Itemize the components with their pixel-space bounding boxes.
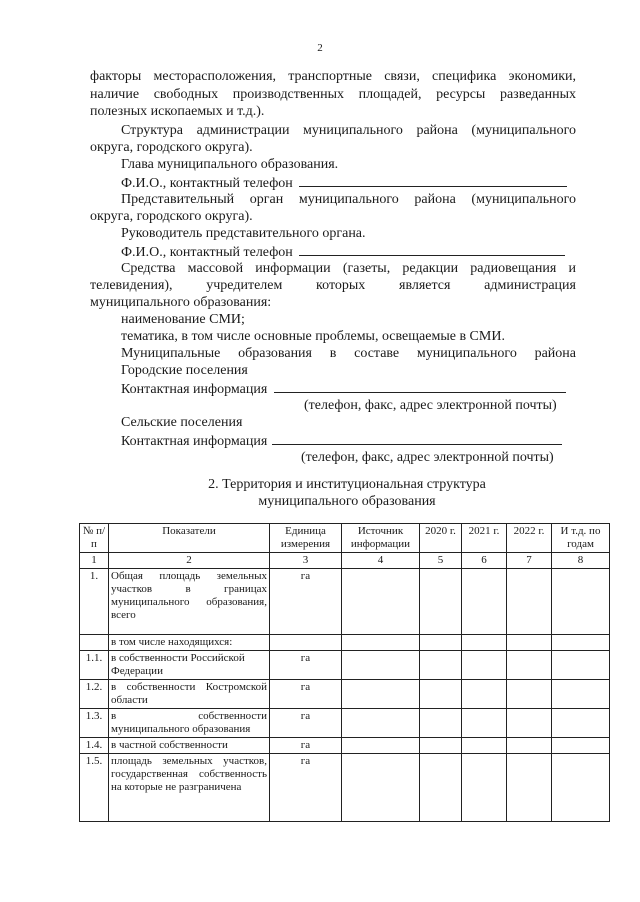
table-header-row — [80, 524, 610, 553]
column-number: 8 — [552, 553, 610, 569]
value-cell[interactable] — [552, 680, 610, 709]
value-cell[interactable] — [342, 754, 420, 822]
table-row — [80, 651, 610, 680]
table-row — [80, 709, 610, 738]
text-line-1: факторы месторасположения, транспортные связи, специфика экономики, — [90, 69, 576, 84]
row-indicator: площадь земельных участков, государственная собственность на которые не разграничена — [109, 754, 270, 822]
header-unit: Единица измерения — [270, 524, 342, 553]
text-line-17: Муниципальные образования в составе муниципального района — [121, 346, 576, 361]
header-2020: 2020 г. — [420, 524, 462, 553]
table-row — [80, 738, 610, 754]
value-cell[interactable] — [552, 709, 610, 738]
text-line-8: Представительный орган муниципального района (муниципального — [121, 192, 576, 207]
header-num: № п/п — [80, 524, 109, 553]
text-line-4: Структура администрации муниципального района (муниципального — [121, 123, 576, 138]
contact-line-rep — [121, 243, 565, 261]
row-num: 1.2. — [80, 680, 109, 709]
text-line-9: округа, городского округа). — [90, 209, 253, 224]
value-cell[interactable] — [420, 651, 462, 680]
row-unit: га — [270, 569, 342, 635]
value-cell[interactable] — [420, 569, 462, 635]
section-title-line-1: 2. Территория и институциональная структура — [208, 477, 486, 492]
row-unit: га — [270, 754, 342, 822]
value-cell[interactable] — [342, 680, 420, 709]
text-line-18: Городские поселения — [121, 363, 248, 378]
row-num: 1.1. — [80, 651, 109, 680]
value-cell[interactable] — [342, 569, 420, 635]
value-cell[interactable] — [552, 738, 610, 754]
value-cell[interactable] — [462, 754, 507, 822]
rural-contact-field[interactable] — [272, 432, 562, 445]
value-cell[interactable] — [420, 709, 462, 738]
contact-label-rep: Ф.И.О., контактный телефон — [121, 245, 293, 260]
column-number: 3 — [270, 553, 342, 569]
row-indicator: в собственности Костромской области — [109, 680, 270, 709]
row-num: 1. — [80, 569, 109, 635]
text-line-14: муниципального образования: — [90, 295, 272, 310]
urban-contact-field[interactable] — [274, 380, 566, 393]
text-line-10: Руководитель представительного органа. — [121, 226, 366, 241]
text-line-2: наличие свободных производственных площадей, ресурсы разведанных — [90, 87, 576, 102]
header-2022: 2022 г. — [507, 524, 552, 553]
column-number-row — [80, 553, 610, 569]
row-num: 1.5. — [80, 754, 109, 822]
value-cell[interactable] — [507, 569, 552, 635]
value-cell[interactable] — [462, 651, 507, 680]
table-row — [80, 569, 610, 635]
value-cell[interactable] — [462, 635, 507, 651]
text-line-6: Глава муниципального образования. — [121, 157, 339, 172]
value-cell[interactable] — [552, 635, 610, 651]
value-cell[interactable] — [342, 709, 420, 738]
row-indicator: в собственности муниципального образования — [109, 709, 270, 738]
text-line-15: наименование СМИ; — [121, 312, 245, 327]
row-indicator: в частной собственности — [109, 738, 270, 754]
value-cell[interactable] — [507, 680, 552, 709]
row-indicator: в собственности Российской Федерации — [109, 651, 270, 680]
text-line-3: полезных ископаемых и т.д.). — [90, 104, 265, 119]
text-line-12: Средства массовой информации (газеты, редакции радиовещания и — [121, 261, 576, 276]
value-cell[interactable] — [462, 680, 507, 709]
value-cell[interactable] — [342, 635, 420, 651]
value-cell[interactable] — [342, 738, 420, 754]
territory-table — [79, 523, 610, 822]
table-row — [80, 680, 610, 709]
column-number: 7 — [507, 553, 552, 569]
page-number: 2 — [317, 42, 323, 54]
row-unit: га — [270, 651, 342, 680]
header-2021: 2021 г. — [462, 524, 507, 553]
contact-line-head — [121, 174, 567, 192]
text-line-21: Сельские поселения — [121, 415, 243, 430]
value-cell[interactable] — [507, 738, 552, 754]
text-line-13: телевидения), учредителем которых является администрация — [90, 278, 576, 293]
text-line-5: округа, городского округа). — [90, 140, 253, 155]
value-cell[interactable] — [420, 754, 462, 822]
value-cell[interactable] — [420, 738, 462, 754]
value-cell[interactable] — [462, 709, 507, 738]
value-cell[interactable] — [420, 635, 462, 651]
section-title-line-2: муниципального образования — [258, 494, 436, 509]
header-etc: И т.д. по годам — [552, 524, 610, 553]
row-num: 1.3. — [80, 709, 109, 738]
column-number: 4 — [342, 553, 420, 569]
header-source: Источник информации — [342, 524, 420, 553]
head-contact-field[interactable] — [299, 174, 567, 187]
rep-contact-field[interactable] — [299, 243, 565, 256]
table-row — [80, 754, 610, 822]
value-cell[interactable] — [420, 680, 462, 709]
value-cell[interactable] — [507, 635, 552, 651]
row-unit — [270, 635, 342, 651]
row-num — [80, 635, 109, 651]
text-line-20: (телефон, факс, адрес электронной почты) — [304, 398, 557, 413]
value-cell[interactable] — [507, 709, 552, 738]
value-cell[interactable] — [552, 651, 610, 680]
column-number: 2 — [109, 553, 270, 569]
row-num: 1.4. — [80, 738, 109, 754]
text-line-16: тематика, в том числе основные проблемы, освещаемые в СМИ. — [121, 329, 505, 344]
contact-line-urban — [121, 380, 566, 398]
value-cell[interactable] — [507, 651, 552, 680]
text-line-23: (телефон, факс, адрес электронной почты) — [301, 450, 554, 465]
column-number: 5 — [420, 553, 462, 569]
row-indicator: Общая площадь земельных участков в границах муниципального образования, всего — [109, 569, 270, 635]
value-cell[interactable] — [552, 569, 610, 635]
table-row — [80, 635, 610, 651]
value-cell[interactable] — [462, 738, 507, 754]
contact-line-rural — [121, 432, 562, 450]
value-cell[interactable] — [552, 754, 610, 822]
value-cell[interactable] — [507, 754, 552, 822]
value-cell[interactable] — [342, 651, 420, 680]
value-cell[interactable] — [462, 569, 507, 635]
row-unit: га — [270, 680, 342, 709]
column-number: 6 — [462, 553, 507, 569]
row-indicator: в том числе находящихся: — [109, 635, 270, 651]
contact-label-head: Ф.И.О., контактный телефон — [121, 176, 293, 191]
contact-label-rural: Контактная информация — [121, 434, 268, 449]
row-unit: га — [270, 738, 342, 754]
column-number: 1 — [80, 553, 109, 569]
row-unit: га — [270, 709, 342, 738]
contact-label-urban: Контактная информация — [121, 382, 268, 397]
header-indicator: Показатели — [109, 524, 270, 553]
